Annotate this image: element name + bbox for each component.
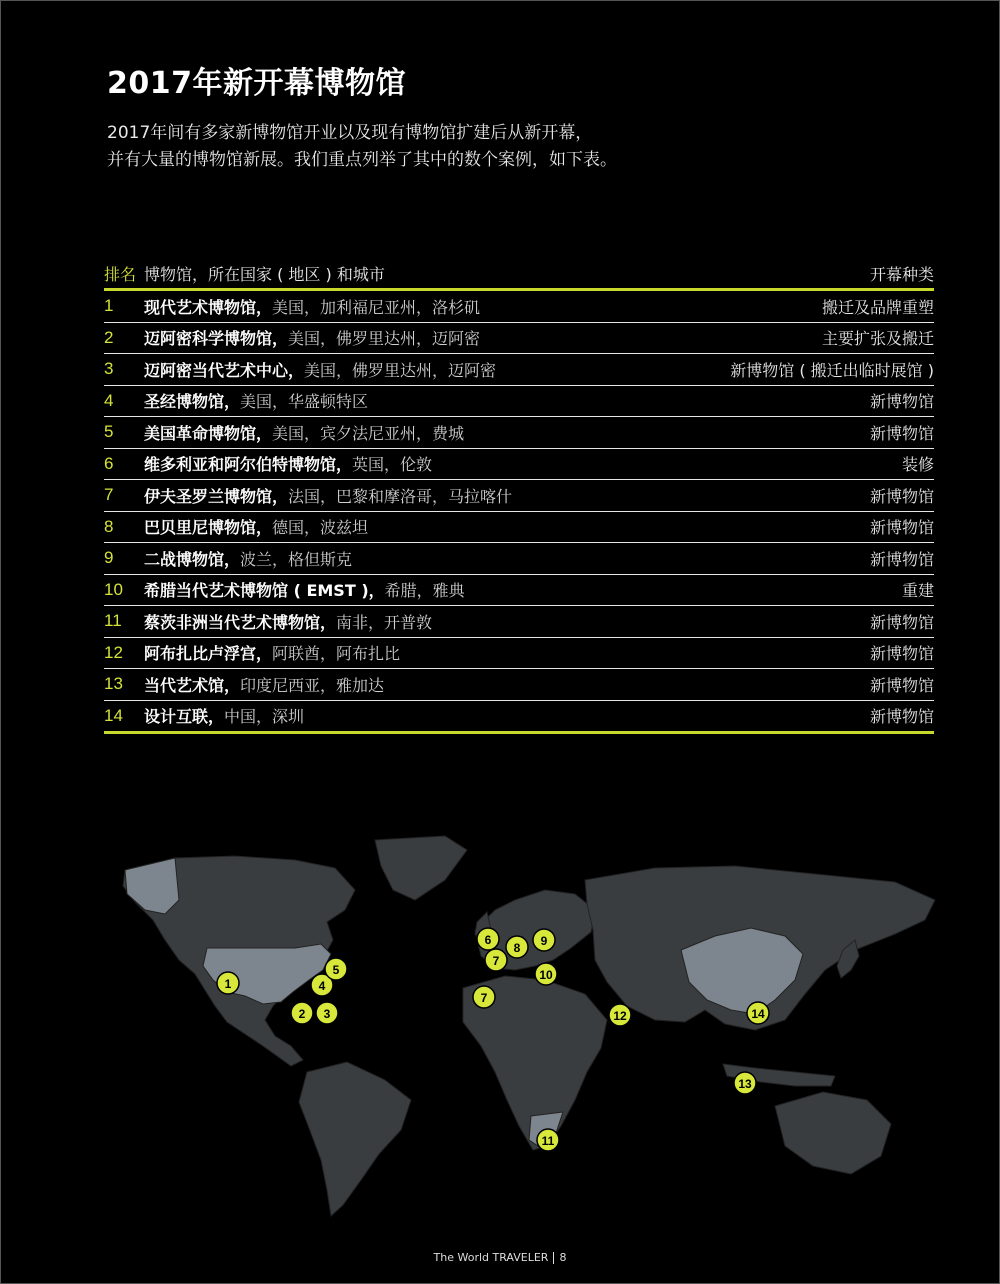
row-museum: [144, 358, 730, 381]
museum-name: 希腊当代艺术博物馆 ( EMST )，: [144, 581, 385, 601]
pin-label: 2: [298, 1007, 306, 1021]
museum-name: 设计互联，: [144, 707, 225, 727]
museum-location: 希腊，雅典: [384, 581, 465, 601]
pin-label: 1: [224, 977, 232, 991]
museum-name: 维多利亚和阿尔伯特博物馆，: [144, 455, 353, 475]
opening-type: 新博物馆: [869, 518, 934, 538]
row-museum: [144, 295, 822, 318]
row-rank: 11: [104, 611, 122, 631]
pin-label: 11: [541, 1134, 555, 1148]
row-museum: [144, 610, 870, 633]
map-pin: [291, 1002, 313, 1024]
museum-location: 法国，巴黎和摩洛哥，马拉喀什: [288, 486, 513, 506]
table-row: [104, 449, 934, 481]
table-row: [104, 669, 934, 701]
museum-location: 美国，佛罗里达州，迈阿密: [304, 360, 497, 380]
table-row: [104, 638, 934, 670]
museum-location: 印度尼西亚，雅加达: [240, 675, 385, 695]
intro-line: 并有大量的博物馆新展。我们重点列举了其中的数个案例，如下表。: [107, 150, 617, 170]
map-pin: [325, 958, 347, 980]
museum-name: 阿布扎比卢浮宫，: [144, 644, 273, 664]
table-row: [104, 417, 934, 449]
intro-line: 2017年间有多家新博物馆开业以及现有博物馆扩建后从新开幕，: [107, 123, 593, 143]
row-rank: 5: [104, 422, 114, 442]
header-rank: 排名: [104, 264, 137, 284]
row-museum: [144, 641, 870, 664]
museum-name: 巴贝里尼博物馆，: [144, 518, 273, 538]
map-pin: [485, 949, 507, 971]
greenland-landmass: [375, 836, 467, 900]
museum-location: 美国，宾夕法尼亚州，费城: [272, 423, 465, 443]
opening-type: 新博物馆: [869, 486, 934, 506]
row-rank: 8: [104, 516, 114, 536]
map-pin: [747, 1002, 769, 1024]
map-pin: [535, 963, 557, 985]
map-pin: [734, 1072, 756, 1094]
south-america-landmass: [299, 1062, 411, 1216]
opening-type: 装修: [901, 455, 934, 475]
opening-type: 新博物馆: [869, 707, 934, 727]
table-row: [104, 575, 934, 607]
page-title: 2017年新开幕博物馆: [107, 66, 406, 101]
pin-label: 8: [513, 941, 521, 955]
row-museum: [144, 704, 870, 727]
table-row: [104, 606, 934, 638]
pin-label: 10: [539, 968, 553, 982]
table-row: [104, 386, 934, 418]
museum-location: 美国，佛罗里达州，迈阿密: [288, 329, 481, 349]
row-museum: [144, 421, 870, 444]
table-row: [104, 354, 934, 386]
museum-name: 现代艺术博物馆，: [144, 297, 273, 317]
row-museum: [144, 547, 870, 570]
map-pin: [477, 928, 499, 950]
museum-location: 美国，加利福尼亚州，洛杉矶: [272, 297, 481, 317]
row-rank: 14: [104, 705, 123, 725]
museum-location: 波兰，格但斯克: [240, 549, 353, 569]
pin-label: 12: [613, 1009, 627, 1023]
pin-label: 13: [738, 1077, 752, 1091]
museum-name: 伊夫圣罗兰博物馆，: [144, 486, 289, 506]
pin-label: 3: [323, 1007, 331, 1021]
museum-name: 迈阿密当代艺术中心，: [144, 360, 305, 380]
row-museum: [144, 452, 902, 475]
row-museum: [144, 673, 870, 696]
opening-type: 新博物馆: [869, 423, 934, 443]
pin-label: 7: [480, 991, 488, 1005]
museum-table: [104, 258, 934, 734]
map-pin: [217, 972, 239, 994]
museum-location: 德国，波兹坦: [272, 518, 369, 538]
magazine-name: The World TRAVELER: [433, 1251, 549, 1264]
museum-location: 英国，伦敦: [352, 455, 433, 475]
row-rank: 3: [104, 359, 114, 379]
page-footer: [0, 1251, 1000, 1264]
row-rank: 13: [104, 674, 123, 694]
row-museum: [144, 389, 870, 412]
intro-paragraph: [107, 120, 807, 174]
pin-label: 6: [484, 933, 492, 947]
world-map: [95, 810, 945, 1230]
header-museum: 博物馆，所在国家 ( 地区 ) 和城市: [144, 264, 385, 284]
row-museum: [144, 484, 870, 507]
row-rank: 1: [104, 296, 114, 316]
alaska-highlight: [125, 858, 179, 914]
map-pin: [316, 1002, 338, 1024]
table-header: [104, 258, 934, 291]
opening-type: 新博物馆: [869, 644, 934, 664]
museum-location: 阿联酋，阿布扎比: [272, 644, 401, 664]
row-rank: 6: [104, 453, 114, 473]
opening-type: 新博物馆: [869, 392, 934, 412]
opening-type: 新博物馆 ( 搬迁出临时展馆 ): [730, 360, 934, 380]
row-rank: 7: [104, 485, 114, 505]
table-row: [104, 291, 934, 323]
museum-location: 南非，开普敦: [336, 612, 433, 632]
museum-name: 当代艺术馆，: [144, 675, 241, 695]
pin-label: 7: [492, 954, 500, 968]
pin-label: 5: [332, 963, 340, 977]
map-pin: [533, 929, 555, 951]
row-rank: 9: [104, 548, 114, 568]
pin-label: 9: [540, 934, 548, 948]
row-rank: 12: [104, 642, 123, 662]
map-pin: [609, 1004, 631, 1026]
museum-name: 迈阿密科学博物馆，: [144, 329, 289, 349]
opening-type: 重建: [901, 581, 934, 601]
map-pin: [473, 986, 495, 1008]
row-rank: 4: [104, 390, 114, 410]
museum-name: 美国革命博物馆，: [144, 423, 273, 443]
continents: [123, 836, 935, 1216]
opening-type: 搬迁及品牌重塑: [821, 297, 934, 317]
header-type: 开幕种类: [869, 264, 934, 284]
museum-name: 二战博物馆，: [144, 549, 241, 569]
row-museum: [144, 326, 822, 349]
opening-type: 新博物馆: [869, 549, 934, 569]
table-row: [104, 701, 934, 735]
museum-name: 圣经博物馆，: [144, 392, 241, 412]
table-row: [104, 543, 934, 575]
museum-name: 蔡茨非洲当代艺术博物馆，: [144, 612, 337, 632]
row-museum: [144, 515, 870, 538]
australia-landmass: [775, 1092, 891, 1174]
map-pin: [506, 936, 528, 958]
museum-location: 美国，华盛顿特区: [240, 392, 369, 412]
table-body: [104, 291, 934, 734]
row-museum: [144, 578, 902, 601]
pin-label: 4: [318, 979, 326, 993]
museum-location: 中国，深圳: [224, 707, 305, 727]
map-pin: [537, 1129, 559, 1151]
table-row: [104, 323, 934, 355]
row-rank: 2: [104, 327, 114, 347]
page-number: 8: [559, 1251, 567, 1264]
opening-type: 主要扩张及搬迁: [821, 329, 934, 349]
table-row: [104, 480, 934, 512]
row-rank: 10: [104, 579, 123, 599]
table-row: [104, 512, 934, 544]
footer-divider: [553, 1252, 554, 1264]
opening-type: 新博物馆: [869, 612, 934, 632]
pin-label: 14: [751, 1007, 765, 1021]
opening-type: 新博物馆: [869, 675, 934, 695]
